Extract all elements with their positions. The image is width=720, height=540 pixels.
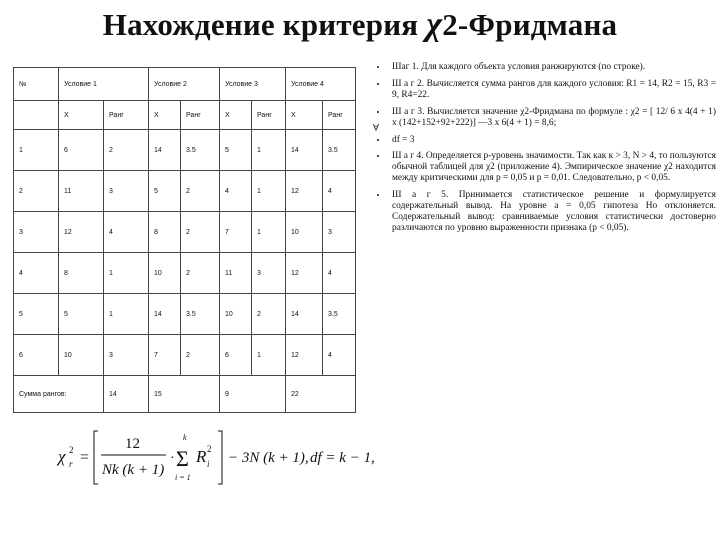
table-cell: 2	[181, 335, 220, 376]
table-cell: 2	[14, 171, 59, 212]
step-item: • Ш а г 2. Вычисляется сумма рангов для каждого условия: R1 = 14, R2 = 15, R3 = 9, R4=22.	[388, 79, 716, 101]
step-item: • Ш а г 3. Вычисляется значение χ2-Фридмана по формуле : χ2 = [ 12/ 6 х 4(4 + 1) х (142+152+92+222)] —3 х 6(4 + 1) = 8,6;	[388, 107, 716, 129]
table-cell: 14	[149, 130, 181, 171]
formula-lhs: χ	[58, 447, 66, 466]
table-cell: 5	[220, 130, 252, 171]
table-row	[14, 212, 356, 253]
formula-svg	[58, 420, 378, 490]
table-cell: 10	[149, 253, 181, 294]
sum-condition-2: 15	[149, 376, 220, 413]
table-cell: 3	[14, 212, 59, 253]
table-cell: 4	[323, 171, 356, 212]
steps-list	[366, 62, 716, 240]
table-cell: 4	[323, 253, 356, 294]
table-cell: 3	[323, 212, 356, 253]
table-cell: 7	[149, 335, 181, 376]
table-cell: 8	[149, 212, 181, 253]
subheader-cell: X	[286, 101, 323, 130]
friedman-formula	[58, 420, 378, 490]
table-cell: 10	[220, 294, 252, 335]
subheader-cell: X	[149, 101, 181, 130]
header-number: №	[14, 68, 59, 101]
table-cell: 6	[14, 335, 59, 376]
formula-sum-bottom: i = 1	[175, 473, 191, 482]
table-cell: 4	[104, 212, 149, 253]
table-cell: 4	[14, 253, 59, 294]
table-cell: 1	[252, 212, 286, 253]
table-cell: 3	[252, 253, 286, 294]
formula-term: R	[196, 447, 207, 466]
table-cell: 12	[286, 171, 323, 212]
formula-term-sub: i	[207, 459, 210, 469]
table-cell: 2	[181, 212, 220, 253]
table-cell: 5	[59, 294, 104, 335]
table-cell: 6	[59, 130, 104, 171]
side-mark: A	[373, 122, 380, 132]
subheader-cell: Ранг	[181, 101, 220, 130]
table-row	[14, 294, 356, 335]
step-item: • Ш а г 5. Принимается статистическое решение и формулируется содержательный вывод. На уровне а = 0,05 гипотеза Но отклоняется. Содержательный вывод: сравниваемые условия статистически достоверно различаются по уровню выраженности признака (р < 0,05).	[388, 190, 716, 234]
subheader-cell: X	[59, 101, 104, 130]
formula-right-bracket	[218, 431, 222, 484]
table-cell: 8	[59, 253, 104, 294]
formula-end: ,	[371, 450, 375, 466]
table-cell: 12	[59, 212, 104, 253]
formula-lhs-sup: 2	[69, 445, 74, 455]
table-cell: 1	[252, 171, 286, 212]
formula-numerator: 12	[125, 436, 140, 452]
table-cell: 1	[252, 335, 286, 376]
step-item: • Шаг 1. Для каждого объекта условия ранжируются (по строке).	[388, 62, 716, 73]
table-cell: 1	[14, 130, 59, 171]
table-cell: 1	[252, 130, 286, 171]
title-prefix: Нахождение критерия	[102, 7, 427, 42]
sum-condition-3: 9	[220, 376, 286, 413]
subheader-cell: Ранг	[252, 101, 286, 130]
table-cell: 4	[323, 335, 356, 376]
title-suffix: 2-Фридмана	[442, 7, 618, 42]
table-cell: 11	[59, 171, 104, 212]
table-cell: 2	[252, 294, 286, 335]
table-cell: 3.5	[181, 294, 220, 335]
table-cell: 3	[104, 335, 149, 376]
formula-df: df = k − 1	[310, 450, 372, 466]
table-cell: 10	[59, 335, 104, 376]
table-row	[14, 253, 356, 294]
sum-label: Сумма рангов:	[14, 376, 104, 413]
formula-term-sup: 2	[207, 444, 212, 454]
header-condition-1: Условие 1	[59, 68, 149, 101]
table-cell: 1	[104, 253, 149, 294]
step-item: • df = 3	[388, 135, 716, 146]
table-cell: 14	[286, 130, 323, 171]
table-cell: 2	[181, 171, 220, 212]
subheader-cell: Ранг	[323, 101, 356, 130]
table-cell: 14	[286, 294, 323, 335]
table-cell: 6	[220, 335, 252, 376]
table-row	[14, 335, 356, 376]
sum-row	[14, 376, 356, 413]
table-cell: 7	[220, 212, 252, 253]
table-row	[14, 171, 356, 212]
formula-left-bracket	[94, 431, 98, 484]
table-cell: 5	[14, 294, 59, 335]
formula-equals: =	[80, 449, 90, 466]
formula-sum-top: k	[183, 433, 187, 442]
table-cell: 2	[104, 130, 149, 171]
table-cell: 10	[286, 212, 323, 253]
step-item: • Ш а г 4. Определяется р-уровень значимости. Так как к > 3, N > 4, то пользуются обычной таблицей для χ2 (приложение 4). Эмпирическое значение χ2 находится между критическими для р = 0,05 и р = 0,01. Следовательно, р < 0,05.	[388, 151, 716, 184]
formula-lhs-sub: r	[69, 459, 73, 469]
friedman-table	[13, 67, 356, 413]
subheader-cell: X	[220, 101, 252, 130]
table-cell: 3	[104, 171, 149, 212]
table-cell: 1	[104, 294, 149, 335]
table-cell: 3.5	[181, 130, 220, 171]
subheader-cell: Ранг	[104, 101, 149, 130]
table-row	[14, 130, 356, 171]
formula-denominator: Nk (k + 1)	[102, 462, 165, 478]
header-condition-2: Условие 2	[149, 68, 220, 101]
formula-tail: − 3N (k + 1),	[228, 450, 309, 466]
table-cell: 4	[220, 171, 252, 212]
slide-title	[0, 6, 720, 44]
formula-dot: ·	[170, 451, 175, 466]
title-chi-symbol: χ	[426, 6, 443, 43]
header-condition-4: Условие 4	[286, 68, 356, 101]
table-cell: 2	[181, 253, 220, 294]
table-cell: 12	[286, 335, 323, 376]
table-header-row	[14, 68, 356, 101]
subheader-empty	[14, 101, 59, 130]
table-cell: 14	[149, 294, 181, 335]
table-subheader-row	[14, 101, 356, 130]
sum-condition-4: 22	[286, 376, 356, 413]
sum-condition-1: 14	[104, 376, 149, 413]
table-cell: 3.5	[323, 294, 356, 335]
table-cell: 12	[286, 253, 323, 294]
table-cell: 3.5	[323, 130, 356, 171]
table-cell: 5	[149, 171, 181, 212]
header-condition-3: Условие 3	[220, 68, 286, 101]
formula-sum-symbol: Σ	[176, 446, 189, 471]
table-cell: 11	[220, 253, 252, 294]
